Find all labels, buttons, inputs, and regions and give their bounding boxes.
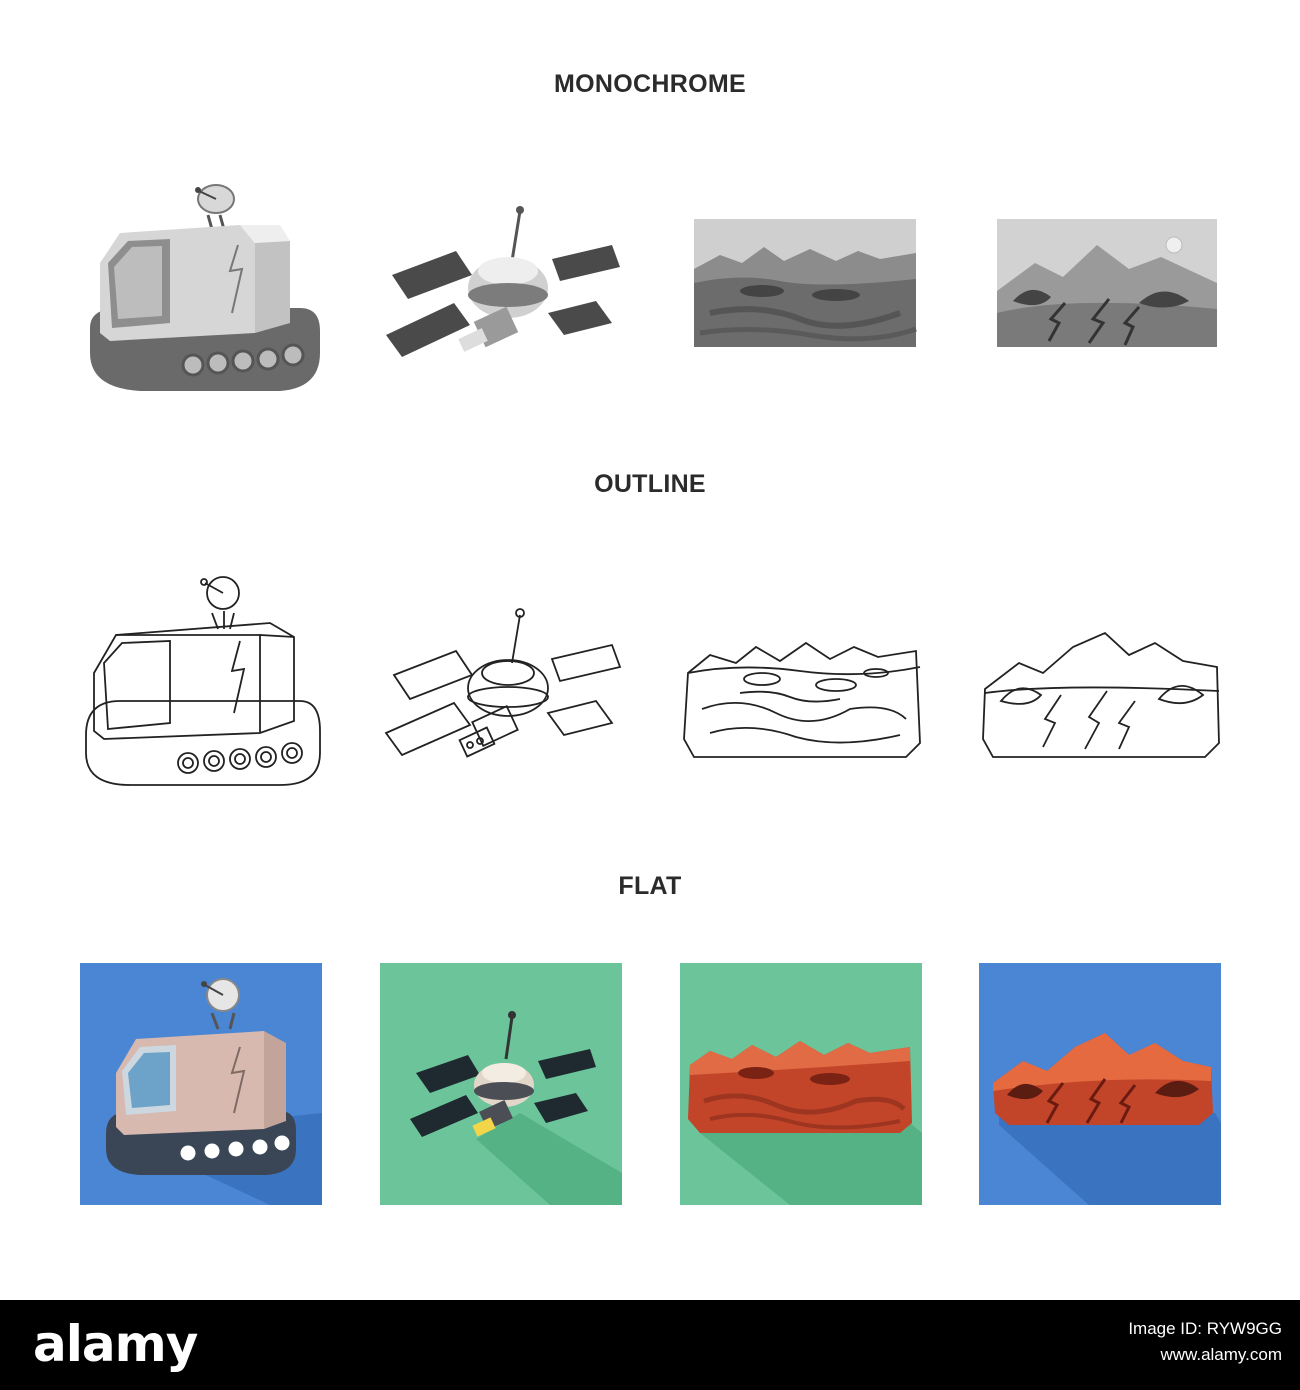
satellite-icon [380, 563, 622, 805]
site-url: www.alamy.com [1160, 1345, 1282, 1364]
cracked-terrain-icon [979, 163, 1221, 405]
crater-landscape-icon [680, 963, 922, 1205]
cracked-terrain-icon [979, 963, 1221, 1205]
section-title-flat: FLAT [618, 872, 682, 900]
crater-landscape-icon [680, 563, 922, 805]
image-id-label: Image ID: RYW9GG [1128, 1319, 1282, 1338]
rover-icon [80, 163, 322, 405]
section-title-monochrome: MONOCHROME [554, 70, 746, 98]
cracked-terrain-icon [979, 563, 1221, 805]
footer-meta [952, 1316, 1282, 1368]
rover-icon [80, 963, 322, 1205]
section-title-outline: OUTLINE [594, 470, 706, 498]
satellite-icon [380, 963, 622, 1205]
rover-icon [80, 563, 322, 805]
alamy-logo: alamy [33, 1315, 198, 1373]
watermark-footer [0, 1300, 1300, 1390]
crater-landscape-icon [680, 163, 922, 405]
satellite-icon [380, 163, 622, 405]
